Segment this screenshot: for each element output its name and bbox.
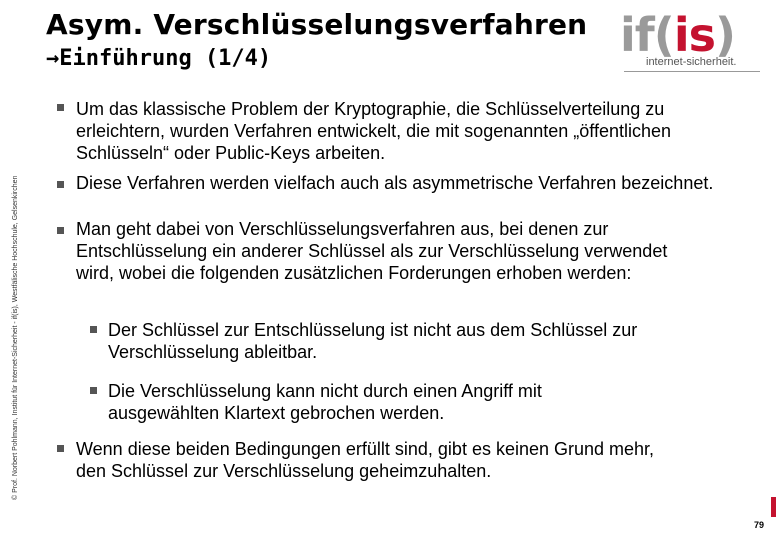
bullet-item: Um das klassische Problem der Kryptographie, die Schlüsselverteilung zu erleichtern, wurden Verfahren entwickelt, die mit sogenannten „öffentlichen Schlüsseln“ oder Public-Keys arbeiten. <box>76 99 672 163</box>
copyright-sidebar: © Prof. Norbert Pohlmann, Institut für Internet-Sicherheit - if(is), Westfälische Hochschule, Gelsenkirchen <box>12 175 19 500</box>
bullet-marker <box>57 104 64 111</box>
sub-bullet-item: Die Verschlüsselung kann nicht durch einen Angriff mit ausgewählten Klartext gebrochen werden. <box>108 381 542 423</box>
sub-bullet-marker <box>90 387 97 394</box>
slide-subtitle: →Einführung (1/4) <box>46 46 272 71</box>
logo-paren-close: ) <box>714 8 735 62</box>
bullet-marker <box>57 181 64 188</box>
logo-paren-open: ( <box>653 8 674 62</box>
sub-bullet-marker <box>90 326 97 333</box>
ifis-logo <box>620 8 760 72</box>
bullet-item: Wenn diese beiden Bedingungen erfüllt sind, gibt es keinen Grund mehr, den Schlüssel zur Verschlüsselung geheimzuhalten. <box>76 439 655 481</box>
logo-underline <box>624 71 760 72</box>
bullet-marker <box>57 445 64 452</box>
sub-bullet-item: Der Schlüssel zur Entschlüsselung ist nicht aus dem Schlüssel zur Verschlüsselung ableitbar. <box>108 320 638 362</box>
page-number: 79 <box>753 520 764 530</box>
bullet-item: Diese Verfahren werden vielfach auch als asymmetrische Verfahren bezeichnet. <box>76 173 714 193</box>
logo-is: is <box>673 8 715 62</box>
logo-caption: internet-sicherheit. <box>646 56 737 68</box>
bullet-item: Man geht dabei von Verschlüsselungsverfahren aus, bei denen zur Entschlüsselung ein anderer Schlüssel als zur Verschlüsselung verwendet wird, wobei die folgenden zusätzlichen Forderungen erhoben werden: <box>76 219 668 283</box>
logo-mark <box>620 8 735 62</box>
slide-title: Asym. Verschlüsselungsverfahren <box>46 8 588 41</box>
bullet-marker <box>57 227 64 234</box>
logo-if: if <box>620 8 654 62</box>
page-accent-bar <box>771 497 776 517</box>
